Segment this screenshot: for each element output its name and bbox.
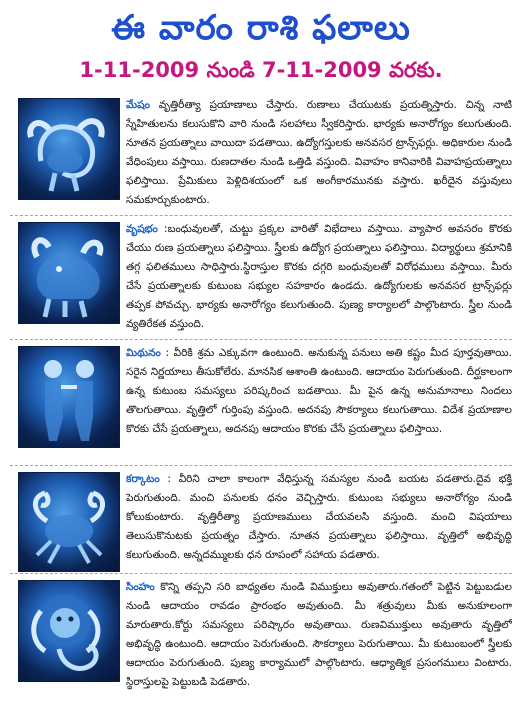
sign-gemini-text — [18, 344, 512, 462]
sign-cancer-name: కర్కాటం — [126, 473, 160, 485]
header — [0, 0, 522, 92]
sign-cancer-body: : వీరిని చాలా కాలంగా వేధిస్తున్న సమస్యల నుండి బయట పడతారు.దైవ భక్తి పెరుగుతుంది. మంచి పనులకు ధనం వెచ్చిస్తారు. కుటుంబ సభ్యులు అనారోగ్యం నుండి కోలుకుంటారు. వృత్తిరీత్యా ప్రయాణములు చేయవలసి వస్తుంది. మంచి విషయాలు తెలుసుకొనుటకు ప్రయత్నం చేస్తారు. నూతన ప్రయత్నాలు ఫలిస్తాయి. వృత్తిలో అభివృద్ధి కలుగుతుంది. అన్నదమ్ములకు ధన రూపంలో సహాయ పడతారు. — [126, 473, 512, 561]
sign-gemini-body: : వీరికి శ్రమ ఎక్కువగా ఉంటుంది. అనుకున్న పనులు అతి కష్టం మీద పూర్తవుతాయి. సరైన నిర్ణయాలు తీసుకోలేరు. మానసిక ఆశాంతి ఉంటుంది. ఆదాయం పెరుగుతుంది. దీర్ఘకాలంగా ఉన్న కుటుంబ సమస్యలు పరిష్కరించ బడతాయి. మీ పైన ఉన్న అనుమానాలు నిందలు తొలగుతాయి. వృత్తిలో గుర్తింపు వస్తుంది. అదనపు సౌకర్యాలు కలుగుతాయి. విదేశ ప్రయాణాల కొరకు చేసే ప్రయత్నాలు, అదనపు ఆదాయం కొరకు చేసే ప్రయత్నాలు ఫలిస్తాయి. — [126, 347, 512, 435]
date-range: 1-11-2009 నుండి 7-11-2009 వరకు. — [79, 58, 443, 82]
sign-cancer — [0, 466, 522, 572]
sign-leo-text — [18, 578, 512, 700]
sign-aries-text — [18, 96, 512, 212]
sign-taurus-name: వృషభం — [126, 223, 158, 235]
sign-aries — [0, 92, 522, 214]
sign-leo — [0, 574, 522, 702]
sign-leo-name: సింహం — [126, 581, 155, 593]
sign-gemini-name: మిథునం — [126, 347, 161, 359]
sign-taurus — [0, 216, 522, 338]
sign-cancer-text — [18, 470, 512, 570]
sign-gemini — [0, 340, 522, 464]
page-title: ఈ వారం రాశి ఫలాలు — [111, 8, 411, 48]
sign-aries-body: వృత్తిరీత్యా ప్రయాణాలు చేస్తారు. రుణాలు చేయుటకు ప్రయత్నిస్తారు. చిన్న నాటి స్నేహితులను కలుసుకొని వారి నుండి సలహాలు స్వీకరిస్తారు. భార్యకు అనారోగ్యం కలుగుతుంది. నూతన ప్రయత్నాలు వాయిదా పడతాయి. ఉద్యోగస్తులకు అనవసర ట్రాన్స్‌ఫర్లు. అధికారుల నుండి వేధింపులు వస్తాయి. రుణదాతల నుండి ఒత్తిడి వస్తుంది. వివాహం కానివారికి వివాహప్రయత్నాలు ఫలిస్తాయి. ప్రేమికులు పెళ్లిదిశయంలో ఒక అంగీకారమునకు వస్తారు. ఖరీదైన వస్తువులు సమకూర్చుకుంటారు. — [126, 99, 512, 206]
sign-aries-name: మేషం — [126, 99, 150, 111]
sign-leo-body: కొన్ని తప్పని సరి బాధ్యతల నుండి విముక్తులు అవుతారు.గతంలో పెట్టిన పెట్టుబడుల నుండి ఆదాయం రావడం ప్రారంభం అవుతుంది. మీ శత్రువులు మీకు అనుకూలంగా మారుతారు.కోర్టు సమస్యలు పరిష్కారం అవుతాయి. రుణవిముక్తులు అవుతారు వృత్తిలో అభివృద్ధి ఉంటుంది. ఆదాయం పెరుగుతుంది. సౌకర్యాలు పెరుగుతాయి. మీ కుటుంబంలో స్త్రీలకు ఆదాయం పెరుగుతుంది. పుణ్య కార్యాములో పాల్గొంటారు. ఆధ్యాత్మిక ప్రసంగములు వింటారు. స్థిరాస్తులపై పెట్టుబడి పెడతారు. — [126, 581, 512, 688]
sign-taurus-body: :బంధువులతో, చుట్టు ప్రక్కల వారితో విభేదాలు వస్తాయి. వ్యాపార అవసరం కొరకు చేయు రుణ ప్రయత్నాలు ఫలిస్తాయి. స్త్రీలకు ఉద్యోగ ప్రయత్నాలు ఫలిస్తాయి. విద్యార్థులు శ్రమానికి తగ్గ ఫలితములు సాధిస్తారు.స్థిరాస్తుల కొరకు దగ్గరి బంధువులతో విరోధములు వస్తాయి. మీరు చేసే ప్రయత్నాలకు కుటుంబ సభ్యుల సహకారం ఉండదు. ఉద్యోగులకు అనవసర ట్రాన్స్‌ఫర్లు తప్పక పోవచ్చు. భార్యకు అనారోగ్యం కలుగుతుంది. పుణ్య కార్యాలలో పాల్గొంటారు. స్త్రీల నుండి వ్యతిరేకత వస్తుంది. — [126, 223, 512, 330]
sign-taurus-text — [18, 220, 512, 336]
